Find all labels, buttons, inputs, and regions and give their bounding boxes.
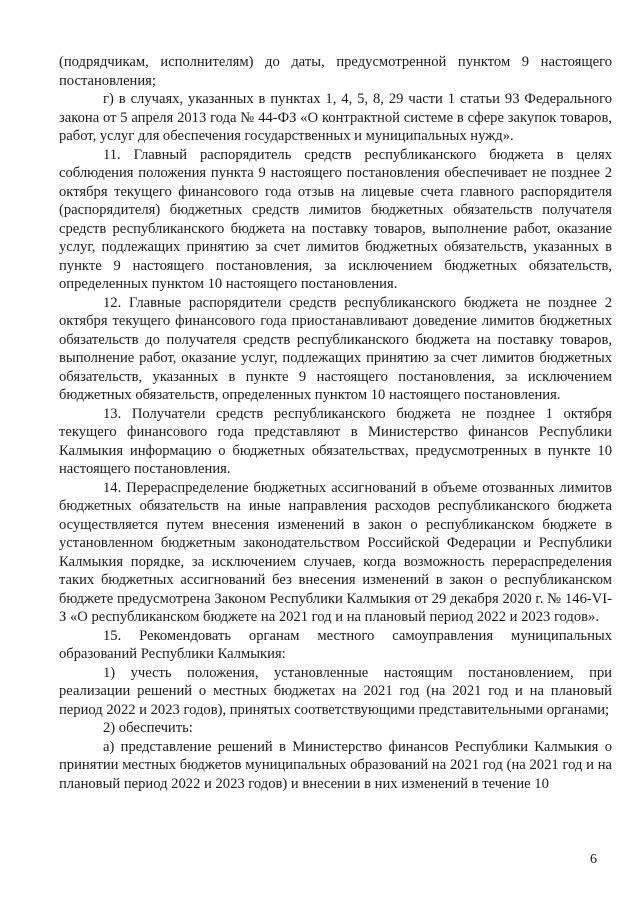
paragraph-15-item-2: 2) обеспечить: [103,720,193,736]
paragraph-continuation: (подрядчикам, исполнителям) до даты, предусмотренной пунктом 9 настоящего постановления; [59,54,612,89]
document-page [59,53,612,793]
page-number: 6 [590,852,597,867]
paragraph-14: 14. Перераспределение бюджетных ассигнований в объеме отозванных лимитов бюджетных обязательств на иные направления расходов республиканского бюджета осуществляется путем внесения изменений в закон о республиканском бюджете в установленном бюджетным законодательством Российской Федерации и Республики Калмыкия порядке, за исключением случаев, когда возможность перераспределения таких бюджетных ассигнований без внесения изменений в закон о республиканском бюджете предусмотрена Законом Республики Калмыкия от 29 декабря 2020 г. № 146-VI-З «О республиканском бюджете на 2021 год и на плановый период 2022 и 2023 годов». [59,479,612,625]
paragraph-15-item-1: 1) учесть положения, установленные настоящим постановлением, при реализации решений о местных бюджетах на 2021 год (на 2021 год и на плановый период 2022 и 2023 годов), принятых соответствующими представительными органами; [59,664,612,718]
paragraph-12: 12. Главные распорядители средств республиканского бюджета не позднее 2 октября текущего финансового года приостанавливают доведение лимитов бюджетных обязательств до получателя средств республиканского бюджета на поставку товаров, выполнение работ, оказание услуг, подлежащих принятию за счет лимитов бюджетных обязательств, указанных в пункте 9 настоящего постановления, за исключением бюджетных обязательств, определенных пунктом 10 настоящего постановления. [59,294,612,403]
paragraph-15-item-2a: а) представление решений в Министерство финансов Республики Калмыкия о принятии местных бюджетов муниципальных образований на 2021 год (на 2021 год и на плановый период 2022 и 2023 годов) и внесении в них изменений в течение 10 [59,738,612,792]
paragraph-15: 15. Рекомендовать органам местного самоуправления муниципальных образований Республики Калмыкия: [59,627,612,662]
paragraph-11: 11. Главный распорядитель средств республиканского бюджета в целях соблюдения положения пункта 9 настоящего постановления обеспечивает не позднее 2 октября текущего финансового года отзыв на лицевые счета главного распорядителя (распорядителя) бюджетных средств лимитов бюджетных обязательств получателя средств республиканского бюджета на поставку товаров, выполнение работ, оказание услуг, подлежащих принятию за счет лимитов бюджетных обязательств, указанных в пункте 9 настоящего постановления, за исключением бюджетных обязательств, определенных пунктом 10 настоящего постановления. [59,146,612,292]
paragraph-13: 13. Получатели средств республиканского бюджета не позднее 1 октября текущего финансового года представляют в Министерство финансов Республики Калмыкия информацию о бюджетных обязательствах, предусмотренных в пункте 10 настоящего постановления. [59,405,612,477]
paragraph-subitem-g: г) в случаях, указанных в пунктах 1, 4, 5, 8, 29 части 1 статьи 93 Федерального закона от 5 апреля 2013 года № 44-ФЗ «О контрактной системе в сфере закупок товаров, работ, услуг для обеспечения государственных и муниципальных нужд». [59,91,612,144]
